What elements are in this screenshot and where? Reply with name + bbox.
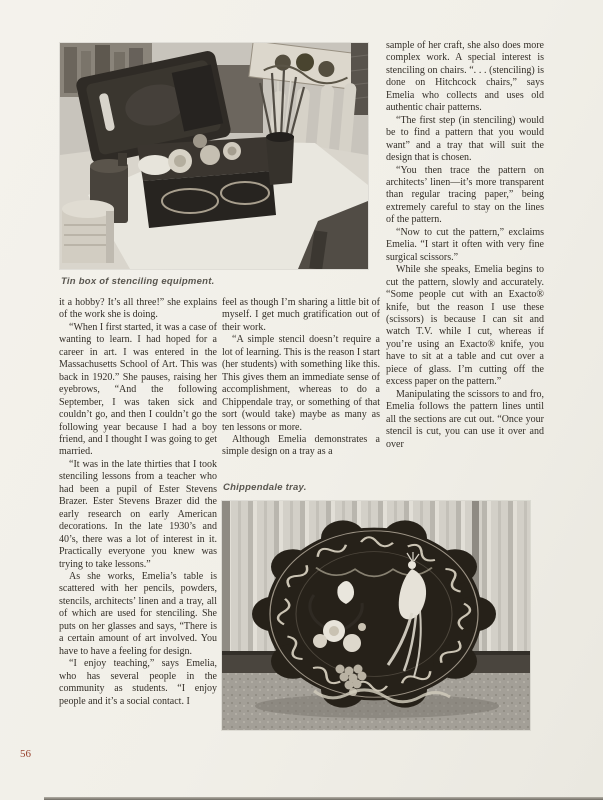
article-column-left [59, 297, 217, 743]
article-paragraph: “A simple stencil doesn’t require a lot of learning. This is the reason I start (her students) with something like this. This gives them an immediate sense of accomplishment, whereas to do a Chippendale tray, or something of that sort (would take) maybe as many as ten lessons or more. [222, 334, 380, 433]
article-paragraph: “The first step (in stenciling) would be to find a pattern that you would want” and a tray that will suit the design that is chosen. [386, 114, 544, 164]
article-paragraph: As she works, Emelia’s table is scattered with her pencils, powders, stencils, architects’ linen and a tray, all of which are used for stenciling. She puts on her glasses and says, “There is a certain amount of art involved. You have to have a feeling for design. [59, 570, 217, 657]
article-paragraph: it a hobby? It’s all three!” she explains of the work she is doing. [59, 297, 217, 321]
article-paragraph: “It was in the late thirties that I took stenciling lessons from a teacher who had been a pupil of Ester Stevens Brazer. Ester Stevens Brazer did the early research on early American decorations. In the late 1930’s and 40’s, there was a lot of interest in it. Practically everyone you knew was trying to take lessons.” [59, 458, 217, 570]
article-paragraph: feel as though I’m sharing a little bit of myself. I get much gratification out of their work. [222, 297, 380, 333]
article-paragraph: “You then trace the pattern on architects’ linen—it’s more transparent than regular tracing paper,” being extremely careful to stay on the lines of the pattern. [386, 164, 544, 226]
tin-box [137, 134, 276, 228]
article-paragraph: “I enjoy teaching,” says Emelia, who has several people in the community as students. “I enjoy people and it’s a social contact. I [59, 658, 217, 707]
article-column-middle [222, 297, 380, 481]
article-paragraph: Although Emelia demonstrates a simple design on a tray as a [222, 433, 380, 458]
tray-photo-art [222, 501, 530, 730]
article-paragraph: “When I first started, it was a case of wanting to learn. I had hoped for a career in art. I was entered in the Massachusetts School of Art. This was back in 1920.” She pauses, raising her eyebrows, “And the following September, I was taken sick and couldn’t go, and then I couldn’t go the following year because I had a boy friend, and I thought I was going to get married. [59, 321, 217, 458]
tin-box-photo-art [60, 43, 368, 269]
bottom-photo-caption: Chippendale tray. [223, 482, 307, 493]
article-paragraph: “Now to cut the pattern,” exclaims Emelia. “I start it often with very fine surgical scissors.” [386, 226, 544, 263]
top-photo-caption: Tin box of stenciling equipment. [61, 276, 215, 287]
article-column-right [386, 40, 544, 495]
article-paragraph: While she speaks, Emelia begins to cut the pattern, slowly and accurately. “Some people cut with an Exacto® knife, but the reason I use these (scissors) is because I can sit and watch T.V. while I cut, whereas if you’re using an Exacto® knife, you have to sit at a table and cut over a piece of glass. I’m cutting off the excess paper on the pattern.” [386, 264, 544, 388]
page-number: 56 [20, 748, 31, 760]
tin-box-photo [60, 43, 368, 269]
round-can [62, 200, 114, 263]
article-paragraph: Manipulating the scissors to and fro, Emelia follows the pattern lines until all the sections are cut out. “Once your stencil is cut, you can use it over and over [386, 388, 544, 450]
chippendale-tray-photo [222, 501, 530, 730]
article-paragraph: sample of her craft, she also does more complex work. A special interest is stenciling on chairs. “. . . (stenciling) is done on Hitchcock chairs,” says Emelia who collects and uses old authentic chair patterns. [386, 40, 544, 114]
